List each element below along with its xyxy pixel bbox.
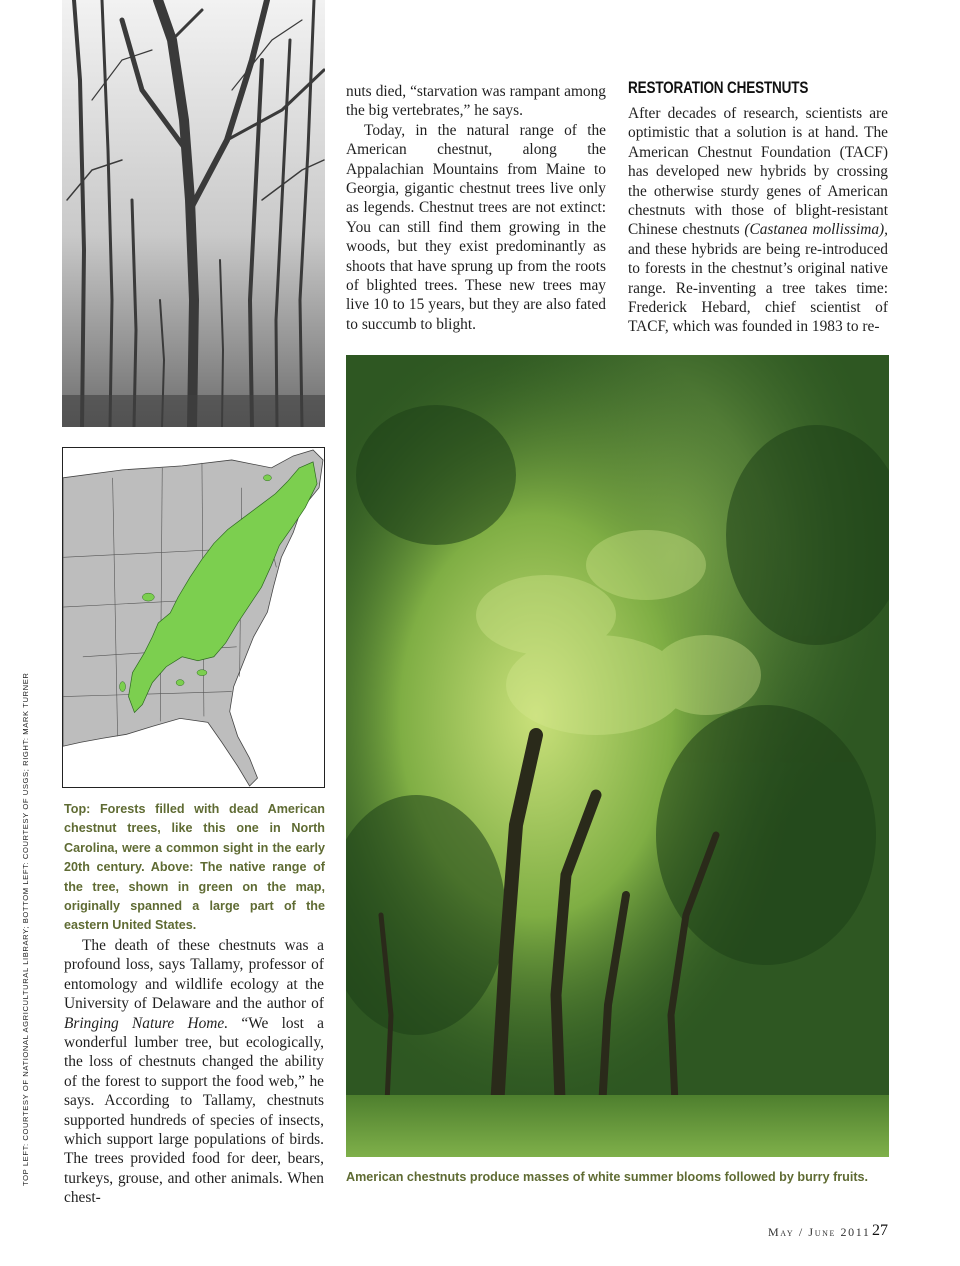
right-text-b: and these hybrids are being re-introduced to forests in the chestnut’s original native range. Re-inventing a tree takes time: Frederick Hebard, chief scientist of TACF, which was founded in 1983 to re- bbox=[628, 240, 888, 336]
left-text-b: “We lost a wonderful lumber tree, but ecologically, the loss of chestnuts changed the ability of the forest to support the food web,” he says. According to Tallamy, chestnuts supported hundreds of species of insects, which support large populations of birds. The trees provided food for deer, bears, turkeys, grouse, and other animals. When chest- bbox=[64, 1014, 324, 1207]
species-name: (Castanea mollissima), bbox=[744, 221, 889, 239]
right-text-a: After decades of research, scientists are optimistic that a solution is at hand. The American Chestnut Foundation (TACF) has developed new hybrids by crossing the otherwise sturdy genes of American chestnuts with those of blight-resistant Chinese chestnuts bbox=[628, 105, 888, 239]
book-title: Bringing Nature Home. bbox=[64, 1014, 229, 1032]
middle-paragraph-1: nuts died, “starvation was rampant among the big vertebrates,” he says. bbox=[346, 83, 606, 120]
left-paragraph-1 bbox=[64, 936, 324, 1208]
right-column bbox=[628, 104, 888, 337]
photo-caption: American chestnuts produce masses of white summer blooms followed by burry fruits. bbox=[346, 1170, 869, 1184]
left-column bbox=[64, 936, 324, 1208]
middle-paragraph-2: Today, in the natural range of the American chestnut, along the Appalachian Mountains from Maine to Georgia, gigantic chestnut trees live only as legends. Chestnut trees are not extinct: You can still find them growing in the woods, but they exist predominantly as shoots that have sprung up from the roots of blighted trees. These new trees may live 10 to 15 years, but they are also fated to succumb to blight. bbox=[346, 121, 606, 333]
dead-chestnut-forest-photo bbox=[62, 0, 325, 427]
section-heading: RESTORATION CHESTNUTS bbox=[628, 79, 809, 97]
map-caption: Top: Forests filled with dead American chestnut trees, like this one in North Carolina, were a common sight in the early 20th century. Above: The native range of the tree, shown in green on the map, originally spanned a large part of the eastern United States. bbox=[64, 802, 325, 933]
middle-column bbox=[346, 82, 606, 334]
chestnut-range-map bbox=[62, 447, 325, 788]
left-text-a: The death of these chestnuts was a profound loss, says Tallamy, professor of entomology and wildlife ecology at the University of Delaware and the author of bbox=[64, 937, 324, 1013]
chestnut-tree-photo bbox=[346, 355, 889, 1157]
right-paragraph-1 bbox=[628, 104, 888, 337]
photo-credit: TOP LEFT: COURTESY OF NATIONAL AGRICULTURAL LIBRARY; BOTTOM LEFT: COURTESY OF USGS; RIGHT: MARK TURNER bbox=[21, 672, 30, 1186]
issue-date: May / June 2011 bbox=[768, 1225, 871, 1239]
page-number: 27 bbox=[872, 1222, 888, 1239]
